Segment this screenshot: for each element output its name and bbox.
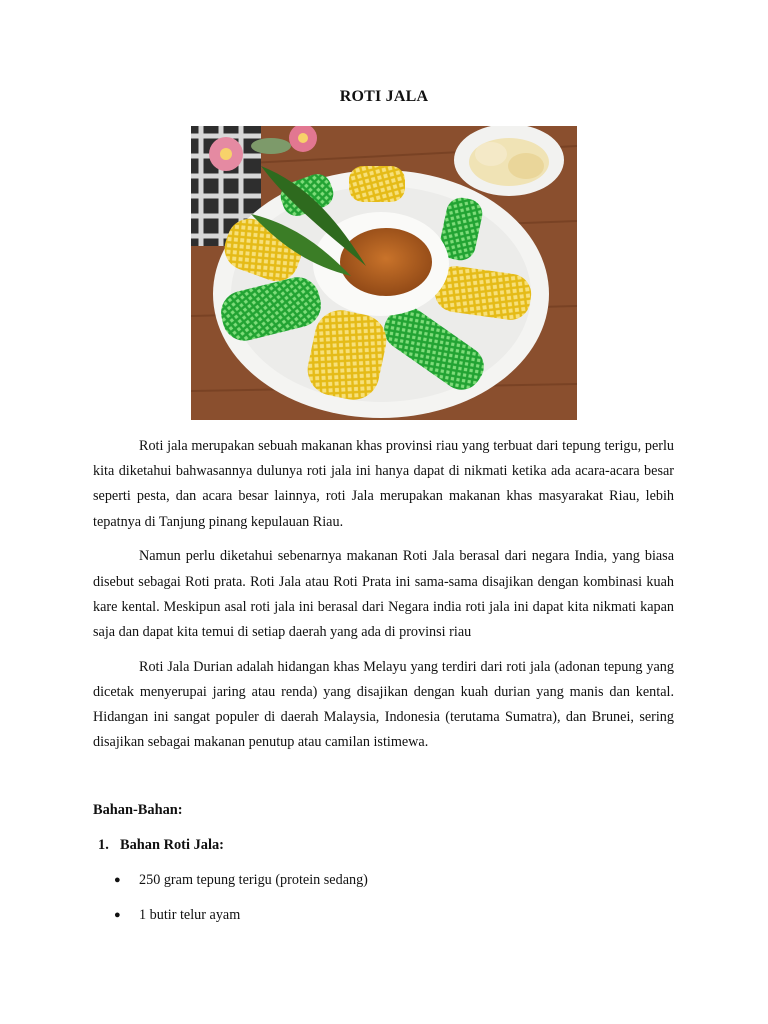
paragraph: Namun perlu diketahui sebenarnya makanan Roti Jala berasal dari negara India, yang biasa disebut sebagai Roti prata. Roti Jala atau Roti Prata ini sama-sama disajikan dengan kombinasi kuah kare kental. Meskipun asal roti jala ini berasal dari Negara india roti jala ini dapat kita nikmati kapan saja dan dapat kita temui di setiap daerah yang ada di provinsi riau: [93, 548, 674, 640]
ingredient-text: 1 butir telur ayam: [139, 907, 241, 923]
paragraph: Roti Jala Durian adalah hidangan khas Melayu yang terdiri dari roti jala (adonan tepung yang dicetak menyerupai jaring atau renda) yang disajikan dengan kuah durian yang manis dan kental. Hidangan ini sangat populer di daerah Malaysia, Indonesia (terutama Sumatra), dan Brunei, sering disajikan sebagai makanan penutup atau camilan istimewa.: [93, 658, 674, 751]
subsection-number: 1.: [98, 837, 109, 853]
ingredient-list: [114, 872, 368, 942]
subsection-label: Bahan Roti Jala:: [120, 837, 224, 853]
bullet-icon: ●: [114, 909, 121, 921]
document-title: ROTI JALA: [339, 88, 429, 105]
list-item: [114, 907, 368, 942]
body-text: [93, 434, 674, 765]
roti-jala-photo: [191, 126, 577, 420]
subsection-heading: [98, 837, 224, 854]
list-item: [114, 872, 368, 907]
ingredient-text: 250 gram tepung terigu (protein sedang): [139, 872, 368, 888]
paragraph: Roti jala merupakan sebuah makanan khas provinsi riau yang terbuat dari tepung terigu, perlu kita diketahui bahwasannya dulunya roti jala ini hanya dapat di nikmati ketika ada acara-acara besar seperti pesta, dan acara besar lainnya, roti Jala merupakan makanan khas masyarakat Riau, lebih tepatnya di Tanjung pinang kepulauan Riau.: [93, 438, 674, 530]
bullet-icon: ●: [114, 874, 121, 886]
section-heading: Bahan-Bahan:: [93, 802, 183, 818]
